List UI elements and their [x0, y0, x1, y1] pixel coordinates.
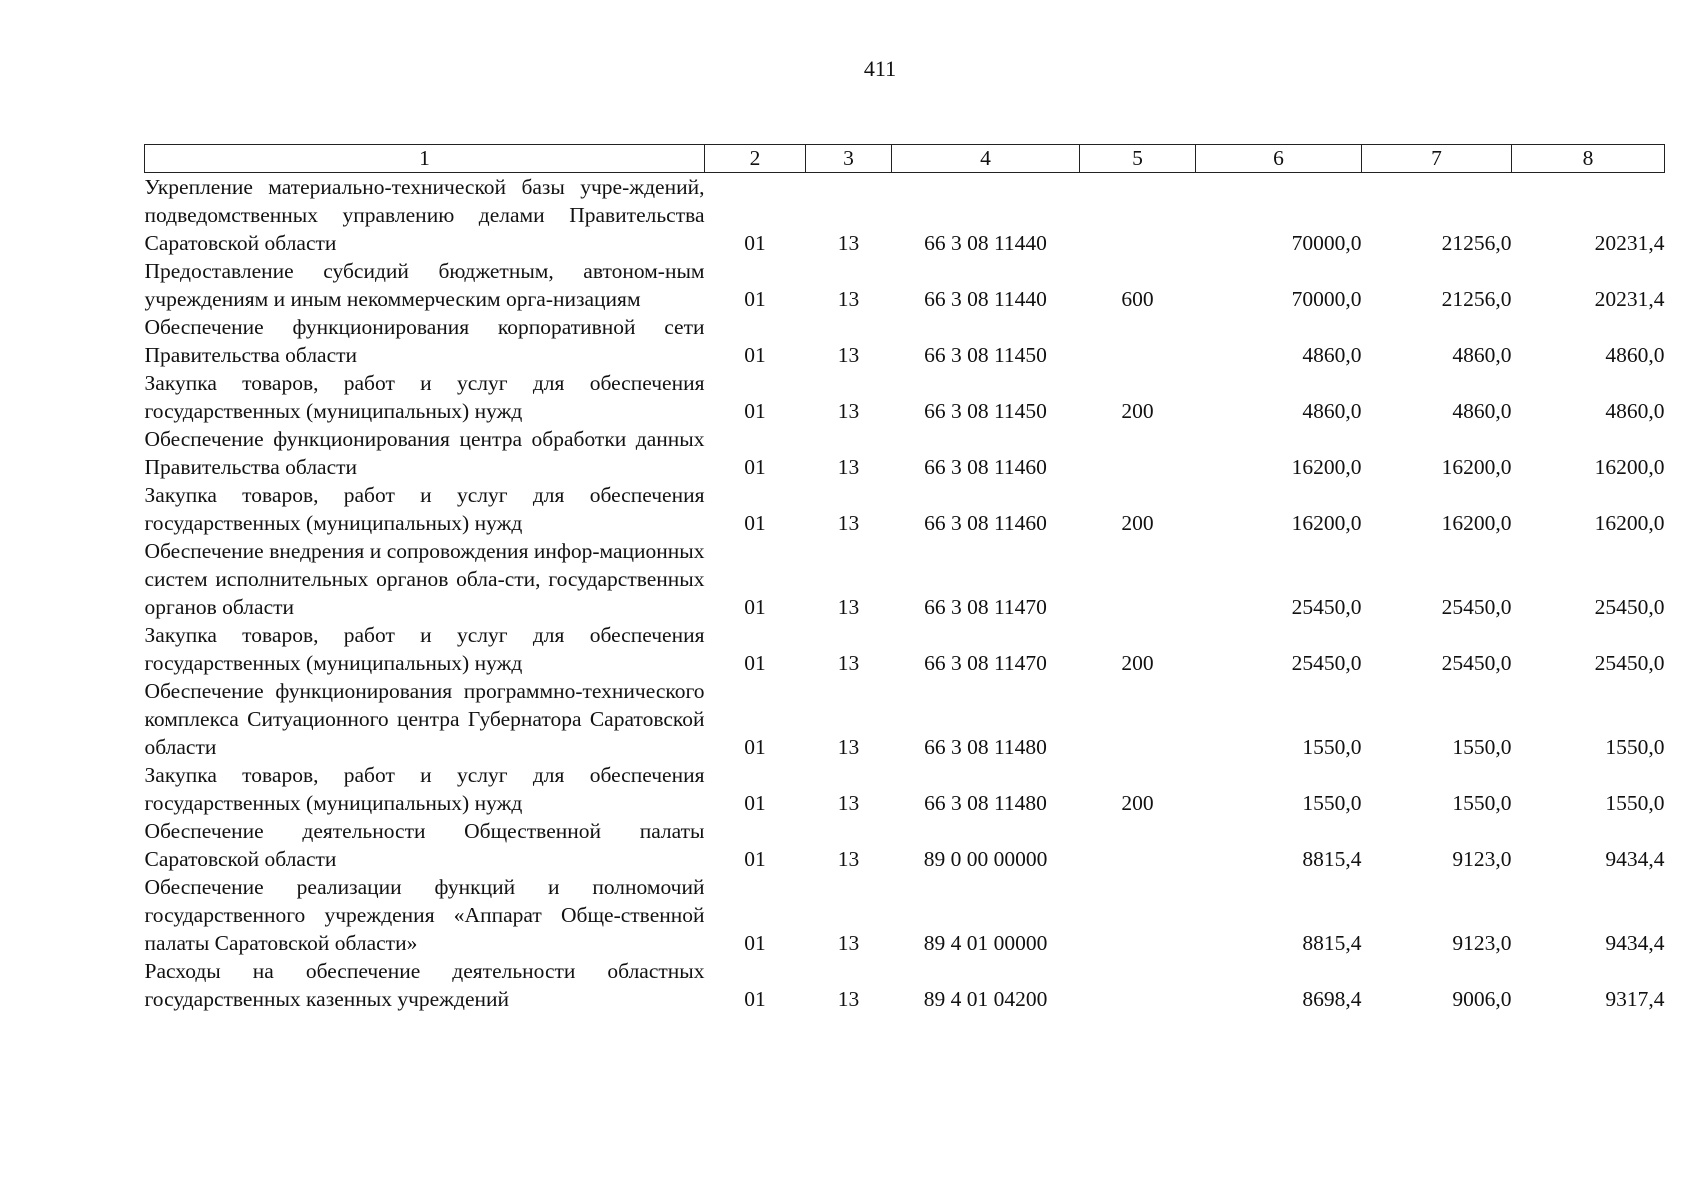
row-subsection: 13 — [837, 595, 860, 619]
row-section: 01 — [744, 399, 766, 423]
row-sum-col-6: 4860,0 — [1302, 343, 1362, 367]
budget-table — [144, 144, 1665, 1013]
row-section: 01 — [744, 791, 766, 815]
row-sum-col-7: 25450,0 — [1441, 595, 1512, 619]
row-name: Расходы на обеспечение деятельности областных государственных казенных учреждений — [144, 959, 705, 1011]
row-sum-col-7: 21256,0 — [1441, 287, 1512, 311]
row-target-article: 66 3 08 11460 — [924, 455, 1047, 479]
table-row — [145, 957, 1665, 1013]
row-name: Закупка товаров, работ и услуг для обеспечения государственных (муниципальных) нужд — [144, 483, 705, 535]
row-subsection: 13 — [837, 791, 860, 815]
table-row — [145, 369, 1665, 425]
row-target-article: 66 3 08 11470 — [924, 595, 1047, 619]
table-row — [145, 621, 1665, 677]
row-name: Обеспечение функционирования центра обработки данных Правительства области — [144, 427, 705, 479]
row-name: Обеспечение внедрения и сопровождения инфор-мационных систем исполнительных органов обла-сти, государственных органов области — [144, 539, 705, 619]
page-number: 411 — [863, 56, 897, 81]
row-sum-col-7: 25450,0 — [1441, 651, 1512, 675]
row-subsection: 13 — [837, 455, 860, 479]
row-sum-col-6: 8698,4 — [1302, 987, 1362, 1011]
row-target-article: 89 4 01 04200 — [923, 987, 1048, 1011]
header-col-7: 7 — [1362, 145, 1512, 173]
row-subsection: 13 — [837, 343, 860, 367]
table-row — [145, 173, 1665, 258]
row-expense-type — [1080, 957, 1196, 1013]
row-sum-col-6: 25450,0 — [1291, 651, 1362, 675]
row-sum-col-8: 1550,0 — [1605, 791, 1665, 815]
row-expense-type — [1080, 677, 1196, 761]
row-sum-col-7: 9123,0 — [1452, 847, 1512, 871]
row-name: Закупка товаров, работ и услуг для обеспечения государственных (муниципальных) нужд — [144, 371, 705, 423]
row-sum-col-7: 16200,0 — [1441, 511, 1512, 535]
table-row — [145, 873, 1665, 957]
row-sum-col-7: 9123,0 — [1452, 931, 1512, 955]
row-sum-col-6: 70000,0 — [1291, 231, 1362, 255]
row-sum-col-6: 16200,0 — [1291, 511, 1362, 535]
row-subsection: 13 — [837, 847, 860, 871]
row-sum-col-8: 16200,0 — [1594, 511, 1665, 535]
table-row — [145, 537, 1665, 621]
row-sum-col-8: 9317,4 — [1605, 987, 1665, 1011]
row-name: Укрепление материально-технической базы учре-ждений, подведомственных управлению делами Правительства Саратовской области — [144, 175, 705, 255]
row-target-article: 66 3 08 11460 — [924, 511, 1047, 535]
row-subsection: 13 — [837, 651, 860, 675]
row-expense-type — [1080, 425, 1196, 481]
row-sum-col-7: 16200,0 — [1441, 455, 1512, 479]
header-col-6: 6 — [1196, 145, 1362, 173]
row-target-article: 66 3 08 11450 — [924, 399, 1047, 423]
header-col-1: 1 — [145, 145, 705, 173]
row-section: 01 — [744, 287, 766, 311]
table-row — [145, 257, 1665, 313]
row-name: Обеспечение функционирования корпоративной сети Правительства области — [144, 315, 705, 367]
header-col-3: 3 — [806, 145, 892, 173]
row-sum-col-6: 1550,0 — [1302, 735, 1362, 759]
row-name: Закупка товаров, работ и услуг для обеспечения государственных (муниципальных) нужд — [144, 763, 705, 815]
row-sum-col-6: 4860,0 — [1302, 399, 1362, 423]
row-sum-col-7: 21256,0 — [1441, 231, 1512, 255]
row-name: Закупка товаров, работ и услуг для обеспечения государственных (муниципальных) нужд — [144, 623, 705, 675]
row-expense-type: 200 — [1121, 651, 1154, 675]
row-subsection: 13 — [837, 287, 860, 311]
row-sum-col-6: 70000,0 — [1291, 287, 1362, 311]
header-col-5: 5 — [1080, 145, 1196, 173]
row-sum-col-8: 9434,4 — [1605, 847, 1665, 871]
row-sum-col-7: 4860,0 — [1452, 343, 1512, 367]
header-col-4: 4 — [892, 145, 1080, 173]
row-subsection: 13 — [837, 399, 860, 423]
row-section: 01 — [744, 455, 766, 479]
row-sum-col-8: 25450,0 — [1594, 595, 1665, 619]
row-sum-col-6: 1550,0 — [1302, 791, 1362, 815]
row-sum-col-8: 20231,4 — [1594, 231, 1665, 255]
row-subsection: 13 — [837, 931, 860, 955]
row-target-article: 66 3 08 11450 — [924, 343, 1047, 367]
row-expense-type: 200 — [1121, 399, 1154, 423]
row-sum-col-8: 4860,0 — [1605, 399, 1665, 423]
row-sum-col-8: 20231,4 — [1594, 287, 1665, 311]
row-section: 01 — [744, 231, 766, 255]
row-target-article: 89 0 00 00000 — [923, 847, 1048, 871]
row-sum-col-7: 4860,0 — [1452, 399, 1512, 423]
row-expense-type — [1080, 173, 1196, 258]
row-section: 01 — [744, 511, 766, 535]
row-sum-col-6: 25450,0 — [1291, 595, 1362, 619]
row-sum-col-7: 1550,0 — [1452, 791, 1512, 815]
row-expense-type — [1080, 817, 1196, 873]
table-row — [145, 313, 1665, 369]
row-sum-col-8: 25450,0 — [1594, 651, 1665, 675]
row-sum-col-6: 16200,0 — [1291, 455, 1362, 479]
row-expense-type — [1080, 313, 1196, 369]
row-target-article: 66 3 08 11440 — [924, 231, 1047, 255]
row-name: Обеспечение деятельности Общественной палаты Саратовской области — [144, 819, 705, 871]
row-section: 01 — [744, 595, 766, 619]
row-section: 01 — [744, 847, 766, 871]
row-sum-col-7: 1550,0 — [1452, 735, 1512, 759]
row-target-article: 66 3 08 11480 — [924, 791, 1047, 815]
row-expense-type: 200 — [1121, 511, 1154, 535]
row-target-article: 89 4 01 00000 — [923, 931, 1048, 955]
row-name: Предоставление субсидий бюджетным, автоном-ным учреждениям и иным некоммерческим орга-низациям — [144, 259, 705, 311]
row-subsection: 13 — [837, 231, 860, 255]
header-row — [145, 145, 1665, 173]
row-target-article: 66 3 08 11440 — [924, 287, 1047, 311]
row-target-article: 66 3 08 11480 — [924, 735, 1047, 759]
header-col-8: 8 — [1512, 145, 1665, 173]
row-expense-type: 200 — [1121, 791, 1154, 815]
row-sum-col-8: 9434,4 — [1605, 931, 1665, 955]
row-subsection: 13 — [837, 735, 860, 759]
row-name: Обеспечение функционирования программно-технического комплекса Ситуационного центра Губернатора Саратовской области — [144, 679, 705, 759]
row-sum-col-8: 16200,0 — [1594, 455, 1665, 479]
row-subsection: 13 — [837, 987, 860, 1011]
row-section: 01 — [744, 931, 766, 955]
table-row — [145, 425, 1665, 481]
row-sum-col-7: 9006,0 — [1452, 987, 1512, 1011]
row-expense-type — [1080, 873, 1196, 957]
row-sum-col-6: 8815,4 — [1302, 931, 1362, 955]
table-row — [145, 481, 1665, 537]
row-subsection: 13 — [837, 511, 860, 535]
row-sum-col-8: 4860,0 — [1605, 343, 1665, 367]
row-section: 01 — [744, 987, 766, 1011]
table-row — [145, 817, 1665, 873]
row-section: 01 — [744, 735, 766, 759]
row-target-article: 66 3 08 11470 — [924, 651, 1047, 675]
row-expense-type: 600 — [1121, 287, 1154, 311]
table-row — [145, 761, 1665, 817]
row-expense-type — [1080, 537, 1196, 621]
row-section: 01 — [744, 651, 766, 675]
table-row — [145, 677, 1665, 761]
header-col-2: 2 — [705, 145, 806, 173]
row-section: 01 — [744, 343, 766, 367]
row-sum-col-6: 8815,4 — [1302, 847, 1362, 871]
row-name: Обеспечение реализации функций и полномочий государственного учреждения «Аппарат Обще-ственной палаты Саратовской области» — [144, 875, 705, 955]
row-sum-col-8: 1550,0 — [1605, 735, 1665, 759]
